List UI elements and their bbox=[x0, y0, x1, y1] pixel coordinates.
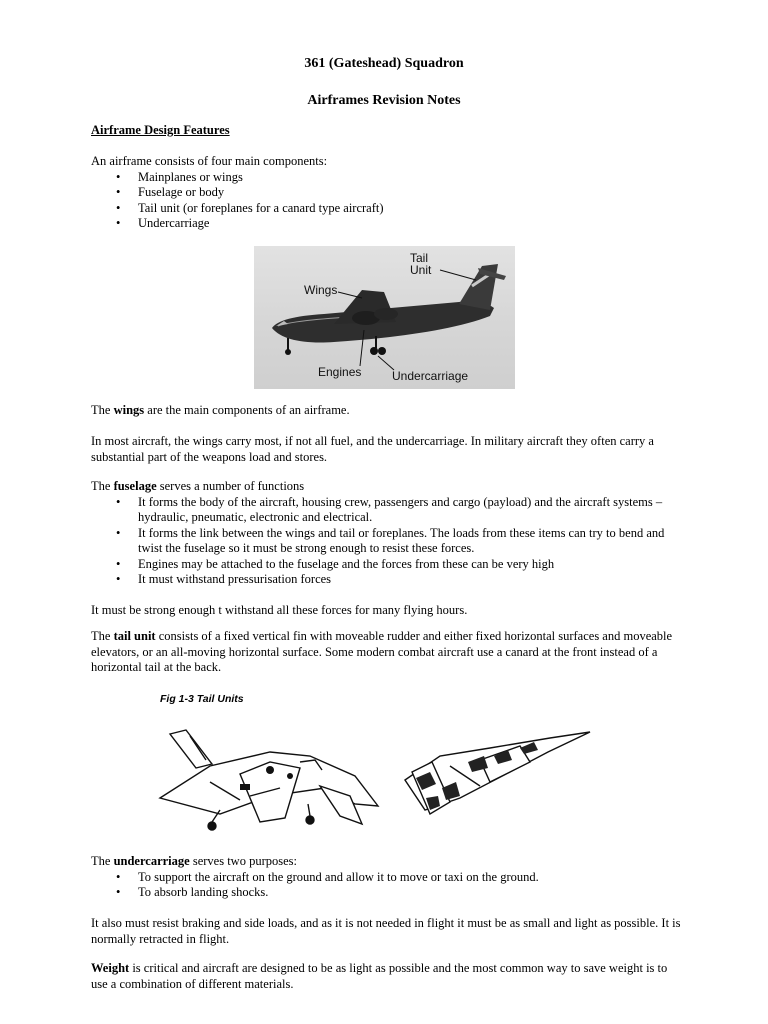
weight-term: Weight bbox=[91, 961, 130, 975]
fuselage-term: fuselage bbox=[113, 479, 157, 493]
undercarriage-list bbox=[91, 870, 681, 901]
undercarriage-paragraph: It also must resist braking and side loads, and as it is not needed in flight it must be as small and light as possible. It is normally retracted in flight. bbox=[91, 916, 681, 946]
section-heading-block bbox=[91, 123, 681, 139]
list-item: • Undercarriage bbox=[91, 216, 681, 232]
tail-units-figure bbox=[150, 726, 620, 838]
figure-caption: Fig 1-3 Tail Units bbox=[160, 693, 244, 705]
wings-text-pre: The bbox=[91, 403, 114, 417]
wings-text-post: are the main components of an airframe. bbox=[144, 403, 350, 417]
fuselage-intro bbox=[91, 479, 681, 495]
undercarriage-text-pre: The bbox=[91, 854, 114, 868]
fuselage-text-pre: The bbox=[91, 479, 114, 493]
list-item: • Mainplanes or wings bbox=[91, 170, 681, 186]
fuselage-text-post: serves a number of functions bbox=[156, 479, 305, 493]
tail-term: tail unit bbox=[113, 629, 156, 643]
fuselage-block bbox=[91, 479, 681, 619]
tail-paragraph bbox=[91, 629, 681, 676]
airframe-photo bbox=[254, 246, 515, 389]
weight-block bbox=[91, 961, 681, 992]
tail-text-post: consists of a fixed vertical fin with moveable rudder and either fixed horizontal surfaces and moveable elevators, or an all-moving horizontal surface. Some modern combat aircraft use a canard at the front instead of a horizontal tail at the back. bbox=[91, 629, 673, 674]
wings-paragraph bbox=[91, 403, 681, 419]
photo-label-engines: Engines bbox=[318, 365, 362, 379]
undercarriage-block bbox=[91, 854, 681, 947]
wings-term: wings bbox=[113, 403, 145, 417]
list-item: • Engines may be attached to the fuselage and the forces from these can be very high bbox=[91, 557, 681, 573]
undercarriage-text-post: serves two purposes: bbox=[189, 854, 297, 868]
photo-label-wings: Wings bbox=[304, 283, 338, 297]
photo-label-unit: Unit bbox=[410, 263, 432, 277]
airliner-illustration bbox=[254, 246, 515, 389]
undercarriage-intro bbox=[91, 854, 681, 870]
list-item: • It must withstand pressurisation forces bbox=[91, 572, 681, 588]
photo-label-tail: Tail bbox=[410, 251, 429, 265]
list-item: • Fuselage or body bbox=[91, 185, 681, 201]
fuselage-list bbox=[91, 495, 681, 588]
intro-block bbox=[91, 154, 681, 232]
section-heading: Airframe Design Features bbox=[91, 123, 230, 137]
fuselage-summary: It must be strong enough t withstand all these forces for many flying hours. bbox=[91, 603, 468, 617]
list-item: • To support the aircraft on the ground and allow it to move or taxi on the ground. bbox=[91, 870, 681, 886]
weight-text-post: is critical and aircraft are designed to be as light as possible and the most common way to save weight is to use a combination of different materials. bbox=[91, 961, 668, 991]
tail-text-pre: The bbox=[91, 629, 114, 643]
photo-label-undercarriage: Undercarriage bbox=[392, 369, 469, 383]
list-item: • To absorb landing shocks. bbox=[91, 885, 681, 901]
intro-lead: An airframe consists of four main components: bbox=[91, 154, 328, 168]
list-item: • It forms the link between the wings and tail or foreplanes. The loads from these items can try to bend and twist the fuselage so it must be strong enough to resist these forces. bbox=[91, 526, 681, 557]
document-subtitle: Airframes Revision Notes bbox=[307, 93, 461, 108]
wings-block bbox=[91, 403, 681, 465]
undercarriage-term: undercarriage bbox=[113, 854, 190, 868]
document-title: 361 (Gateshead) Squadron bbox=[304, 56, 464, 71]
weight-paragraph bbox=[91, 961, 681, 992]
list-item: • It forms the body of the aircraft, housing crew, passengers and cargo (payload) and the aircraft systems – hydraulic, pneumatic, electronic and electrical. bbox=[91, 495, 681, 526]
tail-block bbox=[91, 629, 681, 676]
wings-fuel-paragraph: In most aircraft, the wings carry most, if not all fuel, and the undercarriage. In military aircraft they often carry a substantial part of the weapons load and stores. bbox=[91, 434, 654, 464]
list-item: • Tail unit (or foreplanes for a canard type aircraft) bbox=[91, 201, 681, 217]
components-list bbox=[91, 170, 681, 232]
